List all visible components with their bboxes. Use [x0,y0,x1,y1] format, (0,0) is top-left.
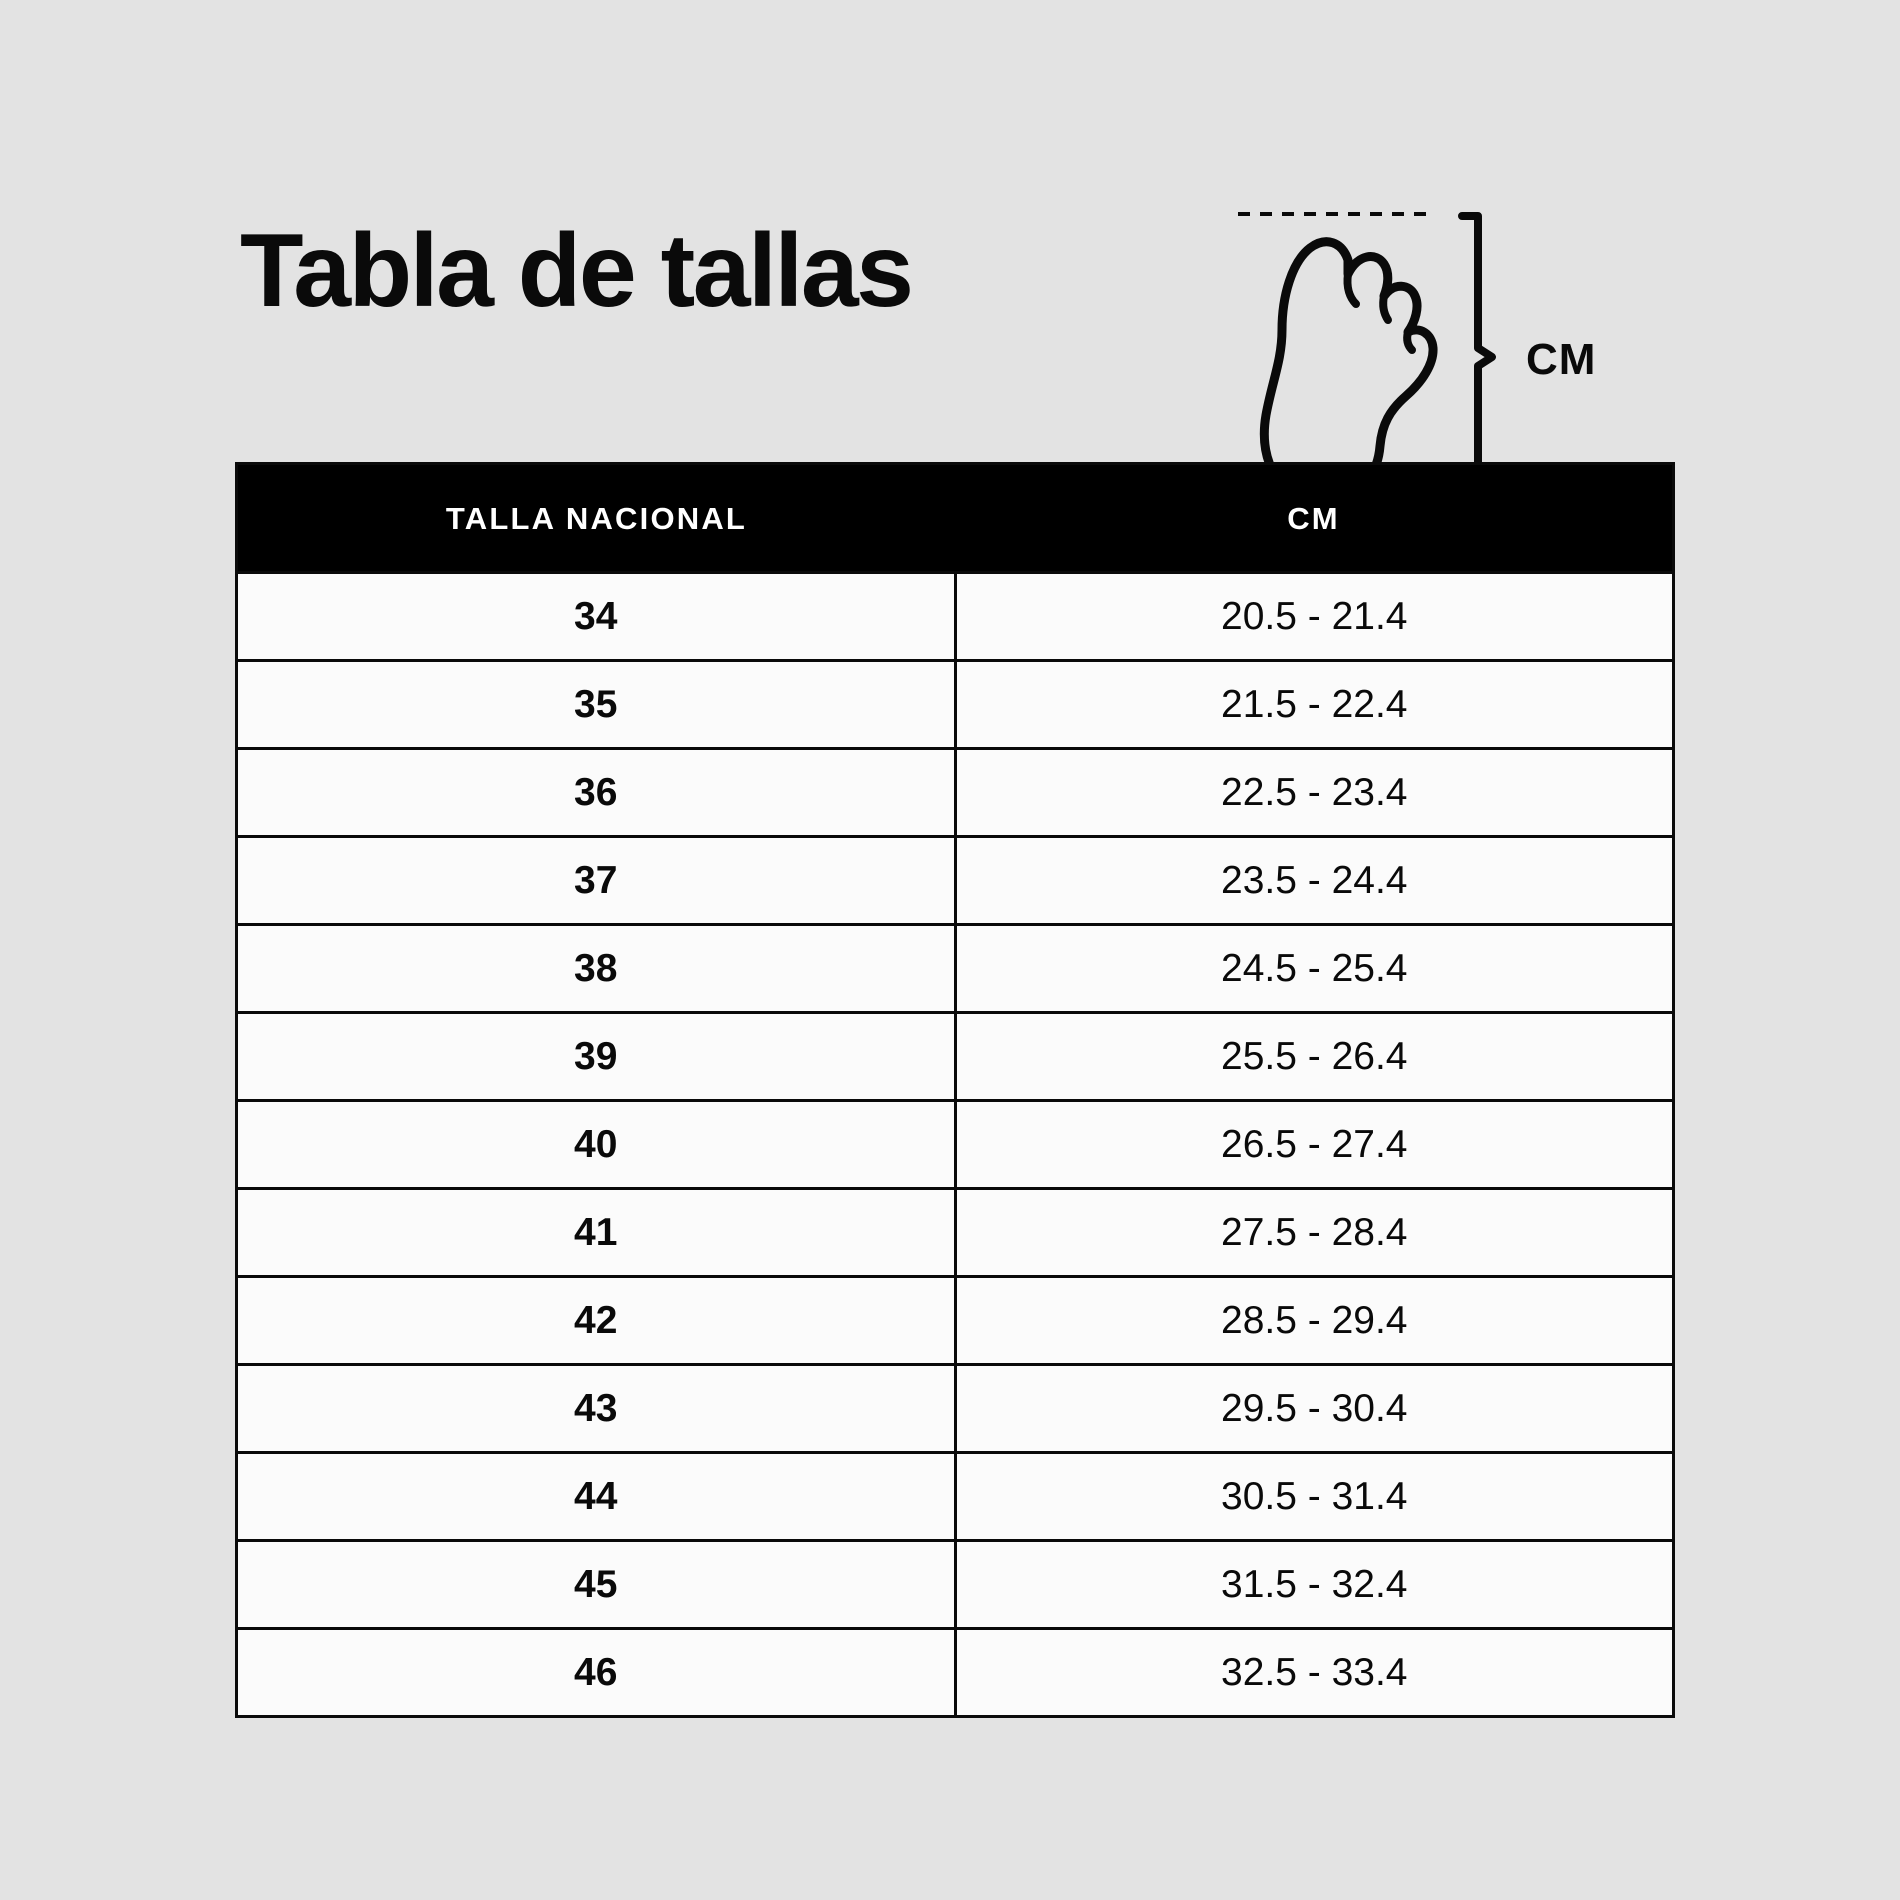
cell-cm: 26.5 - 27.4 [955,1101,1672,1189]
cell-talla-nacional: 36 [238,749,955,837]
table-header-row [238,465,1672,573]
page-header [240,195,1680,445]
cell-talla-nacional: 34 [238,573,955,661]
column-header-talla-nacional: TALLA NACIONAL [238,465,955,573]
cell-cm: 32.5 - 33.4 [955,1629,1672,1716]
cell-talla-nacional: 41 [238,1189,955,1277]
cell-cm: 25.5 - 26.4 [955,1013,1672,1101]
table-row [238,749,1672,837]
table-head [238,465,1672,573]
cell-talla-nacional: 42 [238,1277,955,1365]
table-row [238,837,1672,925]
cell-talla-nacional: 46 [238,1629,955,1716]
cell-cm: 30.5 - 31.4 [955,1453,1672,1541]
table-row [238,1365,1672,1453]
cell-cm: 23.5 - 24.4 [955,837,1672,925]
cell-cm: 20.5 - 21.4 [955,573,1672,661]
size-table-container [235,462,1675,1718]
cell-cm: 21.5 - 22.4 [955,661,1672,749]
table-row [238,1013,1672,1101]
cell-talla-nacional: 40 [238,1101,955,1189]
cell-talla-nacional: 39 [238,1013,955,1101]
cell-talla-nacional: 45 [238,1541,955,1629]
cell-cm: 29.5 - 30.4 [955,1365,1672,1453]
table-row [238,1541,1672,1629]
column-header-cm: CM [955,465,1672,573]
cell-cm: 22.5 - 23.4 [955,749,1672,837]
cell-talla-nacional: 38 [238,925,955,1013]
table-body [238,573,1672,1716]
table-row [238,661,1672,749]
cell-cm: 24.5 - 25.4 [955,925,1672,1013]
table-row [238,1277,1672,1365]
page-title: Tabla de tallas [240,213,912,329]
size-table [238,465,1672,1715]
cell-talla-nacional: 35 [238,661,955,749]
cell-cm: 31.5 - 32.4 [955,1541,1672,1629]
cell-talla-nacional: 37 [238,837,955,925]
cell-cm: 27.5 - 28.4 [955,1189,1672,1277]
table-row [238,573,1672,661]
table-row [238,1189,1672,1277]
table-row [238,1453,1672,1541]
cell-talla-nacional: 43 [238,1365,955,1453]
cell-cm: 28.5 - 29.4 [955,1277,1672,1365]
table-row [238,1101,1672,1189]
table-row [238,1629,1672,1716]
cell-talla-nacional: 44 [238,1453,955,1541]
diagram-cm-label: CM [1526,335,1597,384]
table-row [238,925,1672,1013]
bracket-icon [1462,216,1492,498]
